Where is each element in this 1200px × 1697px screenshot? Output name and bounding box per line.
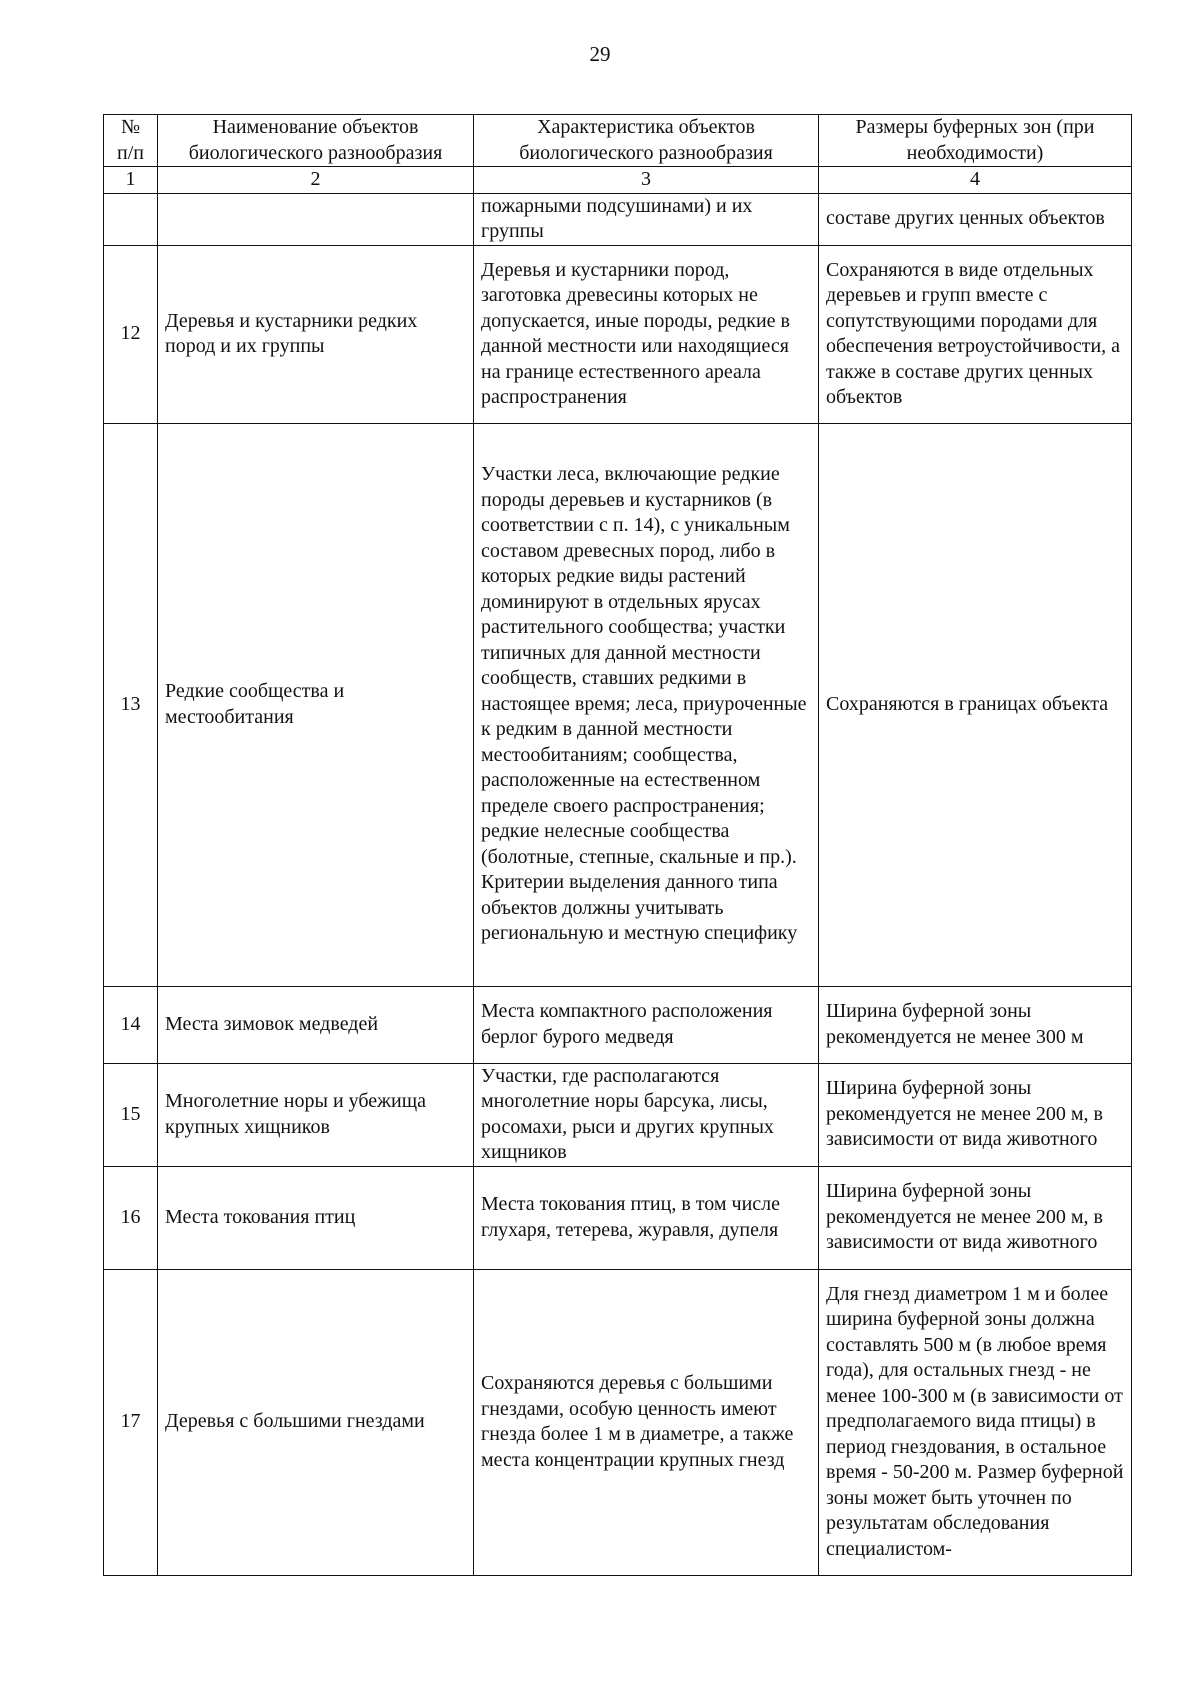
row-buffer: Сохраняются в границах объекта (819, 423, 1132, 986)
row-name: Деревья и кустарники редких пород и их группы (158, 245, 474, 423)
table-row (104, 245, 1132, 423)
row-characteristic: Места компактного расположения берлог бурого медведя (474, 986, 819, 1063)
row-buffer: Сохраняются в виде отдельных деревьев и групп вместе с сопутствующими породами для обеспечения ветроустойчивости, а также в составе других ценных объектов (819, 245, 1132, 423)
row-buffer: Для гнезд диаметром 1 м и более ширина буферной зоны должна составлять 500 м (в любое время года), для остальных гнезд - не менее 100-300 м (в зависимости от предполагаемого вида птицы) в период гнездования, в остальное время - 50-200 м. Размер буферной зоны может быть уточнен по результатам обследования специалистом- (819, 1269, 1132, 1575)
row-name: Деревья с большими гнездами (158, 1269, 474, 1575)
column-number: 4 (819, 167, 1132, 194)
table-row (104, 1063, 1132, 1166)
row-characteristic: Места токования птиц, в том числе глухаря, тетерева, журавля, дупеля (474, 1166, 819, 1269)
header-buffer: Размеры буферных зон (при необходимости) (819, 115, 1132, 167)
table-row (104, 423, 1132, 986)
row-num: 13 (104, 423, 158, 986)
row-num (104, 193, 158, 245)
column-number: 3 (474, 167, 819, 194)
row-num: 16 (104, 1166, 158, 1269)
header-num: № п/п (104, 115, 158, 167)
biodiversity-table (103, 114, 1132, 1576)
table-row (104, 1269, 1132, 1575)
row-characteristic: Сохраняются деревья с большими гнездами, особую ценность имеют гнезда более 1 м в диаметре, а также места концентрации крупных гнезд (474, 1269, 819, 1575)
row-name: Места токования птиц (158, 1166, 474, 1269)
column-number: 2 (158, 167, 474, 194)
row-buffer: Ширина буферной зоны рекомендуется не менее 200 м, в зависимости от вида животного (819, 1063, 1132, 1166)
table-row (104, 193, 1132, 245)
row-characteristic: пожарными подсушинами) и их группы (474, 193, 819, 245)
row-name: Многолетние норы и убежища крупных хищников (158, 1063, 474, 1166)
row-characteristic: Участки леса, включающие редкие породы деревьев и кустарников (в соответствии с п. 14), с уникальным составом древесных пород, либо в которых редкие виды растений доминируют в отдельных ярусах растительного сообщества; участки типичных для данной местности сообществ, ставших редкими в настоящее время; леса, приуроченные к редким в данной местности местообитаниям; сообщества, расположенные на естественном пределе своего распространения; редкие нелесные сообщества (болотные, степные, скальные и пр.). Критерии выделения данного типа объектов должны учитывать региональную и местную специфику (474, 423, 819, 986)
row-num: 17 (104, 1269, 158, 1575)
row-num: 15 (104, 1063, 158, 1166)
row-num: 12 (104, 245, 158, 423)
header-characteristic: Характеристика объектов биологического разнообразия (474, 115, 819, 167)
row-name: Места зимовок медведей (158, 986, 474, 1063)
header-name: Наименование объектов биологического разнообразия (158, 115, 474, 167)
row-buffer: составе других ценных объектов (819, 193, 1132, 245)
table-row (104, 986, 1132, 1063)
row-num: 14 (104, 986, 158, 1063)
row-name (158, 193, 474, 245)
row-characteristic: Участки, где располагаются многолетние норы барсука, лисы, росомахи, рыси и других крупных хищников (474, 1063, 819, 1166)
row-characteristic: Деревья и кустарники пород, заготовка древесины которых не допускается, иные породы, редкие в данной местности или находящиеся на границе естественного ареала распространения (474, 245, 819, 423)
table-header-row (104, 115, 1132, 167)
row-buffer: Ширина буферной зоны рекомендуется не менее 200 м, в зависимости от вида животного (819, 1166, 1132, 1269)
column-number-row (104, 167, 1132, 194)
table-row (104, 1166, 1132, 1269)
row-buffer: Ширина буферной зоны рекомендуется не менее 300 м (819, 986, 1132, 1063)
page-number: 29 (589, 42, 611, 66)
column-number: 1 (104, 167, 158, 194)
row-name: Редкие сообщества и местообитания (158, 423, 474, 986)
